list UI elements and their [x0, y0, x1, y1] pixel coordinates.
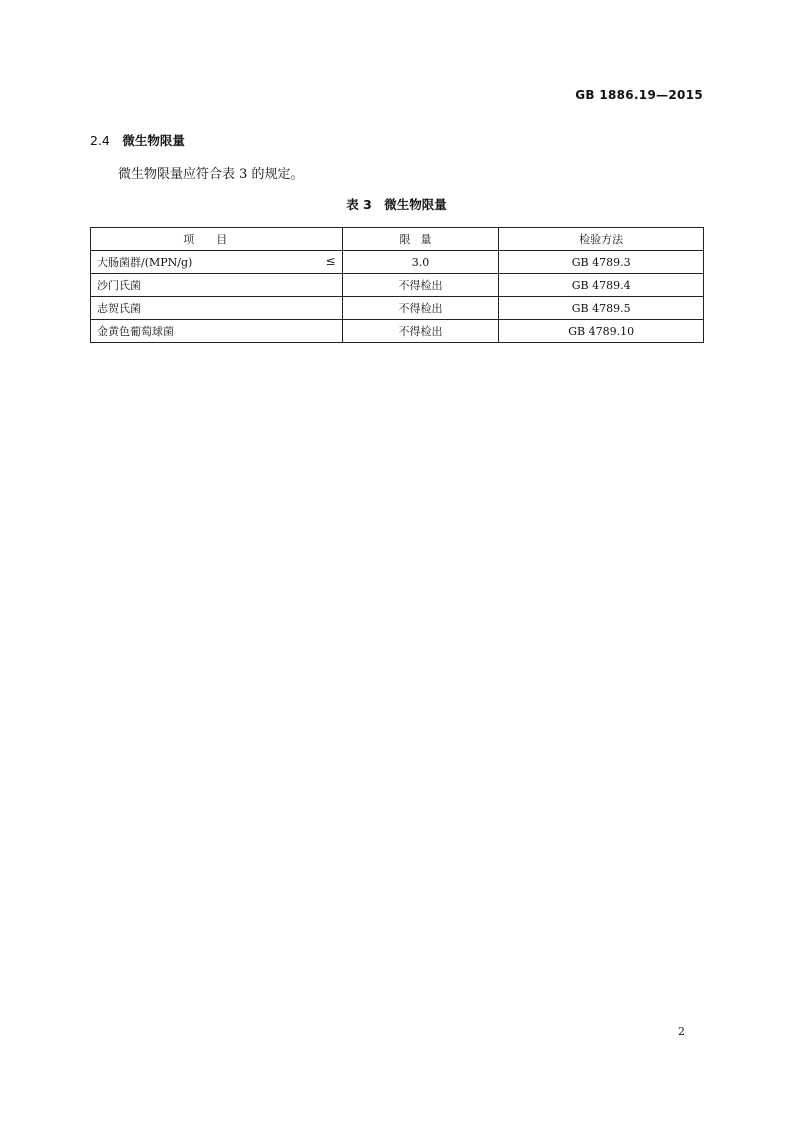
section-title: 微生物限量 — [122, 133, 185, 148]
header-item: 项目 — [91, 228, 343, 251]
row-limit: 不得检出 — [342, 297, 499, 320]
microbial-limits-table — [90, 227, 704, 343]
section-paragraph: 微生物限量应符合表 3 的规定。 — [118, 167, 304, 182]
row-limit: 不得检出 — [342, 320, 499, 343]
table-caption: 表 3 微生物限量 — [346, 197, 447, 212]
table-header-row — [91, 228, 704, 251]
row-item: 沙门氏菌 — [91, 274, 343, 297]
row-method: GB 4789.4 — [499, 274, 704, 297]
row-method: GB 4789.3 — [499, 251, 704, 274]
row-limit: 3.0 — [342, 251, 499, 274]
section-number: 2.4 — [90, 133, 110, 148]
table-row — [91, 251, 704, 274]
header-limit: 限量 — [342, 228, 499, 251]
page-number: 2 — [678, 1025, 685, 1038]
header-method: 检验方法 — [499, 228, 704, 251]
row-limit: 不得检出 — [342, 274, 499, 297]
row-method: GB 4789.5 — [499, 297, 704, 320]
row-method: GB 4789.10 — [499, 320, 704, 343]
document-code: GB 1886.19—2015 — [575, 88, 703, 102]
less-equal-sign: ≤ — [325, 254, 336, 268]
table-row — [91, 297, 704, 320]
row-item: 金黄色葡萄球菌 — [91, 320, 343, 343]
row-item: 大肠菌群/(MPN/g) ≤ — [91, 251, 343, 274]
table-row — [91, 274, 704, 297]
table-row — [91, 320, 704, 343]
section-heading — [90, 131, 185, 149]
row-item: 志贺氏菌 — [91, 297, 343, 320]
